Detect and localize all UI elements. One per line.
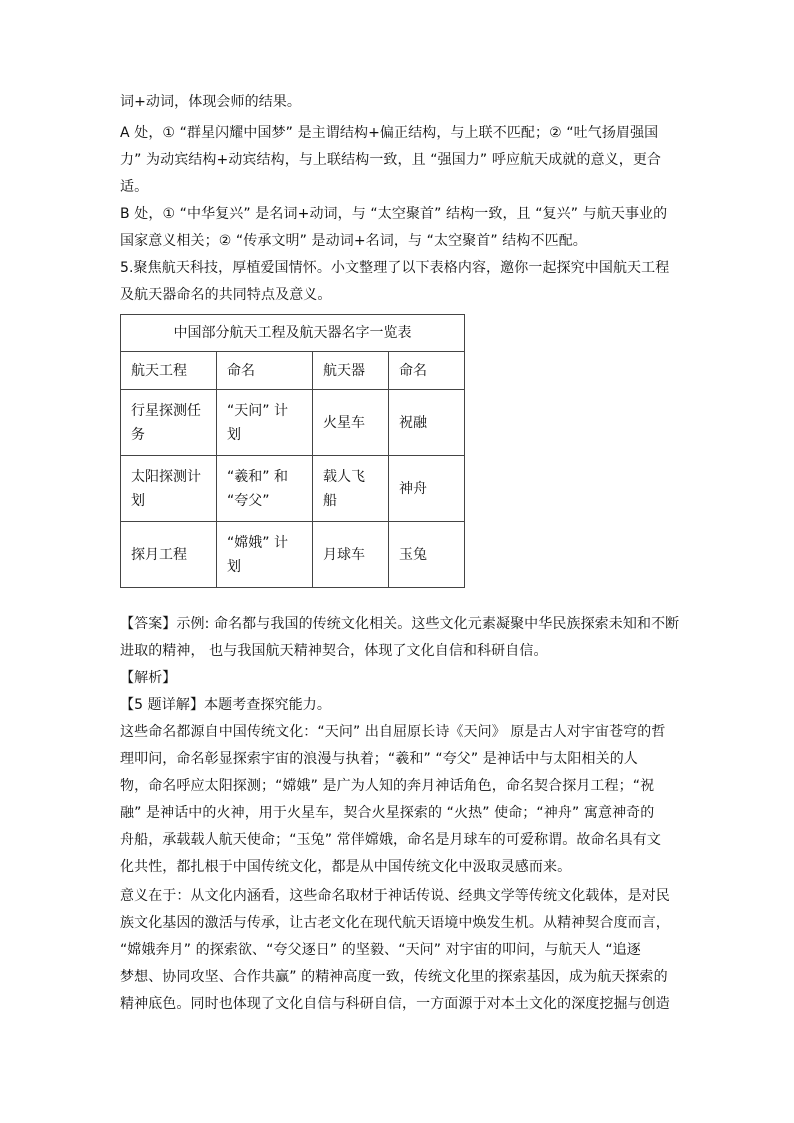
table-cell: 探月工程 <box>121 522 217 588</box>
table-header: 航天工程 <box>121 352 217 390</box>
body-line: 意义在于：从文化内涵看，这些命名取材于神话传说、经典文学等传统文化载体，是对民 <box>120 888 670 904</box>
question-line: 及航天器命名的共同特点及意义。 <box>120 287 332 303</box>
table-row <box>121 456 465 522</box>
question-line: 5.聚焦航天科技，厚植爱国情怀。小文整理了以下表格内容，邀你一起探究中国航天工程 <box>120 260 670 276</box>
table-header: 命名 <box>389 352 465 390</box>
body-line: 精神底色。同时也体现了文化自信与科研自信，一方面源于对本土文化的深度挖掘与创造 <box>120 996 670 1012</box>
table-cell: “嫦娥” 计 划 <box>217 522 313 588</box>
body-line: 这些命名都源自中国传统文化：“天问” 出自屈原长诗《天问》 原是古人对宇宙苍穹的哲 <box>120 724 666 740</box>
table-cell: “羲和” 和 “夸父” <box>217 456 313 522</box>
body-line: 融” 是神话中的火神，用于火星车，契合火星探索的 “火热” 使命；“神舟” 寓意神奇的 <box>120 805 655 821</box>
text-line: 适。 <box>120 179 149 195</box>
table-caption: 中国部分航天工程及航天器名字一览表 <box>121 315 465 352</box>
analysis-label: 【解析】 <box>120 670 177 686</box>
table-row <box>121 522 465 588</box>
text-line: A 处，① “群星闪耀中国梦” 是主谓结构+偏正结构，与上联不匹配；② “吐气扬眉强国 <box>120 125 659 141</box>
table-cell: 神舟 <box>389 456 465 522</box>
table-cell: 祝融 <box>389 390 465 456</box>
detail-label: 【5 题详解】 <box>120 697 205 713</box>
text-line: 力” 为动宾结构+动宾结构，与上联结构一致，且 “强国力” 呼应航天成就的意义，更合 <box>120 152 662 168</box>
body-line: 物，命名呼应太阳探测；“嫦娥” 是广为人知的奔月神话角色，命名契合探月工程；“祝 <box>120 778 655 794</box>
text-line: B 处，① “中华复兴” 是名词+动词，与 “太空聚首” 结构一致，且 “复兴” 与航天事业的 <box>120 206 668 222</box>
body-line: 理叩问，命名彰显探索宇宙的浪漫与执着；“羲和” “夸父” 是神话中与太阳相关的人 <box>120 751 638 767</box>
table-cell: 月球车 <box>313 522 389 588</box>
table-row <box>121 390 465 456</box>
table-header: 航天器 <box>313 352 389 390</box>
text-line: 词+动词，体现会师的结果。 <box>120 94 302 110</box>
table-cell: 行星探测任 务 <box>121 390 217 456</box>
table-cell: 玉兔 <box>389 522 465 588</box>
body-line: 化共性，都扎根于中国传统文化，都是从中国传统文化中汲取灵感而来。 <box>120 859 572 875</box>
answer-line: 【答案】示例: 命名都与我国的传统文化相关。这些文化元素凝聚中华民族探索未知和不断 <box>120 616 680 632</box>
detail-text: 本题考查探究能力。 <box>204 697 331 713</box>
answer-line: 进取的精神， 也与我国航天精神契合，体现了文化自信和科研自信。 <box>120 643 548 659</box>
body-line: 族文化基因的激活与传承，让古老文化在现代航天语境中焕发生机。从精神契合度而言， <box>120 915 670 931</box>
table-header: 命名 <box>217 352 313 390</box>
table-cell: “天问” 计 划 <box>217 390 313 456</box>
body-line: 舟船，承载载人航天使命；“玉兔” 常伴嫦娥，命名是月球车的可爱称谓。故命名具有文 <box>120 832 661 848</box>
detail-line <box>120 695 680 715</box>
table-cell: 太阳探测计 划 <box>121 456 217 522</box>
body-line: “嫦娥奔月” 的探索欲、“夸父逐日” 的坚毅、“天问” 对宇宙的叩问，与航天人 “追逐 <box>120 942 641 958</box>
table-cell: 火星车 <box>313 390 389 456</box>
naming-table <box>120 314 465 588</box>
body-line: 梦想、协同攻坚、合作共赢” 的精神高度一致，传统文化里的探索基因，成为航天探索的 <box>120 969 668 985</box>
text-line: 国家意义相关；② “传承文明” 是动词+名词，与 “太空聚首” 结构不匹配。 <box>120 233 587 249</box>
table-cell: 载人飞船 <box>313 456 389 522</box>
